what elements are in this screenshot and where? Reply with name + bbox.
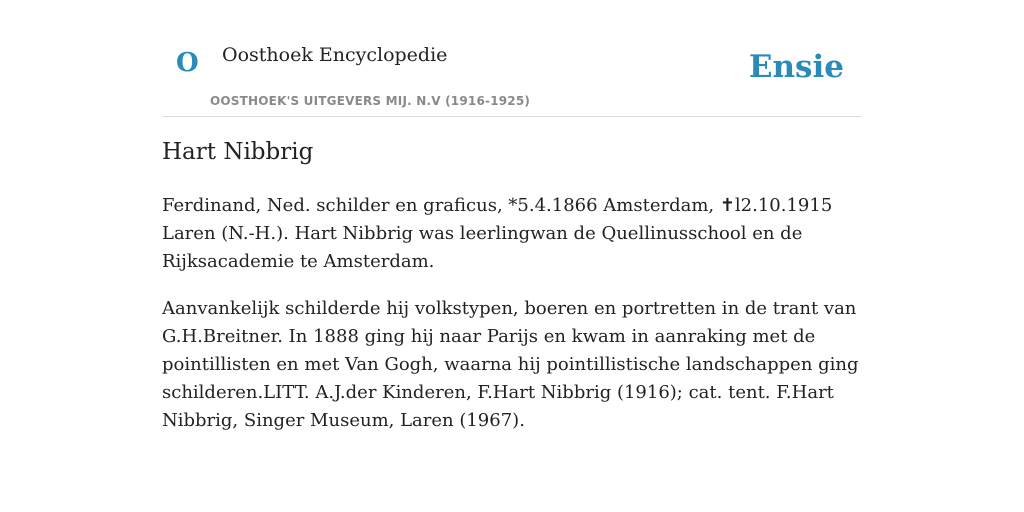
entry-body [162, 192, 864, 454]
site-header [162, 0, 862, 117]
page [162, 0, 862, 431]
entry-paragraph: Ferdinand, Ned. schilder en graficus, *5.4.1866 Amsterdam, ✝l2.10.1915 Laren (N.-H.). Hart Nibbrig was leerlingwan de Quellinusschool en de Rijksacademie te Amsterdam. [162, 195, 833, 272]
oosthoek-logo[interactable]: O [176, 48, 199, 78]
entry-title: Hart Nibbrig [162, 139, 314, 165]
site-title: Oosthoek Encyclopedie [222, 44, 448, 66]
publisher-label: OOSTHOEK'S UITGEVERS MIJ. N.V (1916-1925) [210, 94, 531, 108]
entry-paragraph: Aanvankelijk schilderde hij volkstypen, boeren en portretten in de trant van G.H.Breitner. In 1888 ging hij naar Parijs en kwam in aanraking met de pointillisten en met Van Gogh, waarna hij pointillistische landschappen ging schilderen.LITT. A.J.der Kinderen, F.Hart Nibbrig (1916); cat. tent. F.Hart Nibbrig, Singer Museum, Laren (1967). [162, 298, 859, 431]
ensie-brand-link[interactable]: Ensie [748, 49, 844, 85]
